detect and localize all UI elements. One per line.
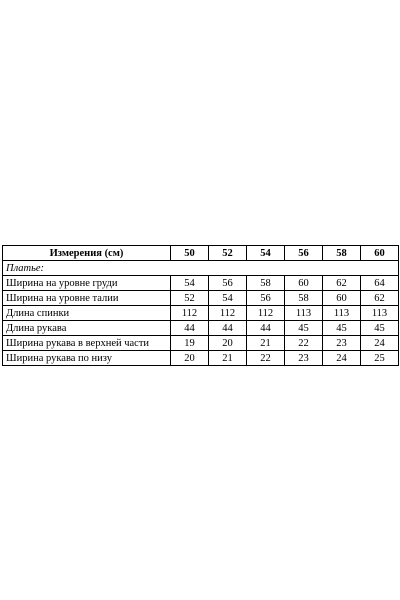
- table-cell: 64: [361, 276, 399, 291]
- size-header: 50: [171, 246, 209, 261]
- table-cell: 54: [209, 291, 247, 306]
- table-cell: 52: [171, 291, 209, 306]
- table-cell: 113: [285, 306, 323, 321]
- measurements-header: Измерения (см): [3, 246, 171, 261]
- table-cell: 58: [247, 276, 285, 291]
- table-cell: 60: [285, 276, 323, 291]
- table-cell: 62: [323, 276, 361, 291]
- table-row: [3, 291, 399, 306]
- table-cell: 56: [209, 276, 247, 291]
- size-header: 54: [247, 246, 285, 261]
- table-cell: 22: [285, 336, 323, 351]
- table-cell: 20: [209, 336, 247, 351]
- row-label: Ширина рукава в верхней части: [3, 336, 171, 351]
- section-row: [3, 261, 399, 276]
- section-label: Платье:: [3, 261, 399, 276]
- table-cell: 21: [247, 336, 285, 351]
- size-header: 56: [285, 246, 323, 261]
- table-cell: 24: [361, 336, 399, 351]
- table-cell: 112: [247, 306, 285, 321]
- row-label: Ширина рукава по низу: [3, 351, 171, 366]
- size-header: 58: [323, 246, 361, 261]
- table-cell: 54: [171, 276, 209, 291]
- table-cell: 44: [171, 321, 209, 336]
- table-cell: 19: [171, 336, 209, 351]
- table-cell: 45: [285, 321, 323, 336]
- table-row: [3, 321, 399, 336]
- table-cell: 112: [209, 306, 247, 321]
- table-cell: 58: [285, 291, 323, 306]
- size-chart-table: [2, 245, 399, 366]
- table-cell: 23: [285, 351, 323, 366]
- size-header: 52: [209, 246, 247, 261]
- table-cell: 60: [323, 291, 361, 306]
- table-cell: 22: [247, 351, 285, 366]
- table-row: [3, 351, 399, 366]
- table-cell: 45: [323, 321, 361, 336]
- table-cell: 44: [247, 321, 285, 336]
- row-label: Длина рукава: [3, 321, 171, 336]
- table-cell: 21: [209, 351, 247, 366]
- table-cell: 45: [361, 321, 399, 336]
- row-label: Ширина на уровне талии: [3, 291, 171, 306]
- row-label: Длина спинки: [3, 306, 171, 321]
- table-row: [3, 276, 399, 291]
- table-cell: 20: [171, 351, 209, 366]
- table-cell: 62: [361, 291, 399, 306]
- table-cell: 24: [323, 351, 361, 366]
- table-cell: 56: [247, 291, 285, 306]
- table-cell: 113: [361, 306, 399, 321]
- size-header: 60: [361, 246, 399, 261]
- table-cell: 44: [209, 321, 247, 336]
- table-header-row: [3, 246, 399, 261]
- table-row: [3, 306, 399, 321]
- table-cell: 25: [361, 351, 399, 366]
- table-cell: 112: [171, 306, 209, 321]
- row-label: Ширина на уровне груди: [3, 276, 171, 291]
- table-cell: 113: [323, 306, 361, 321]
- table-row: [3, 336, 399, 351]
- table-cell: 23: [323, 336, 361, 351]
